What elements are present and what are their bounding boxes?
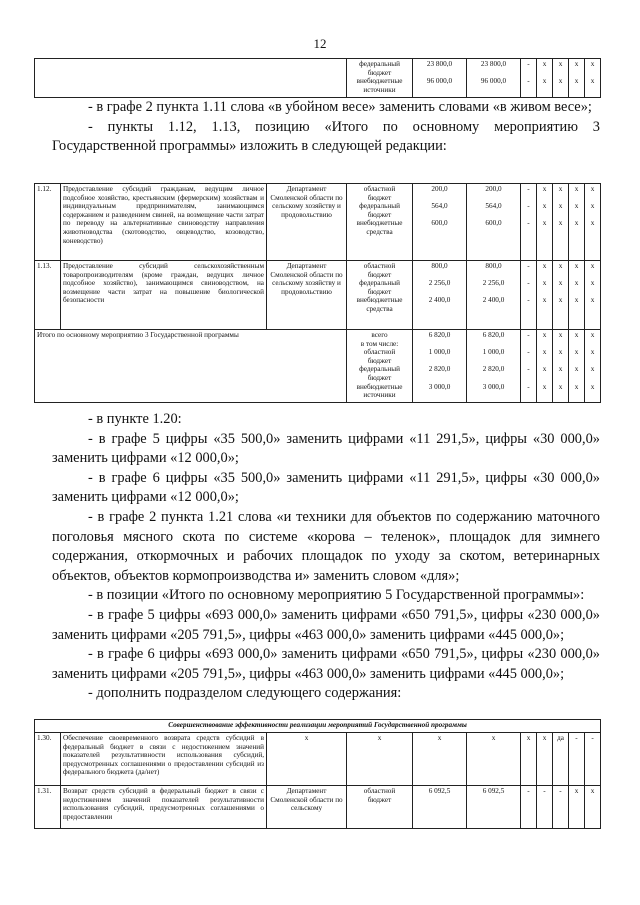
- table-row-heading: [35, 720, 601, 733]
- mark-cell: х: [537, 733, 553, 786]
- value-cell: 800,0 2 256,0 2 400,0: [467, 261, 521, 330]
- value-cell: 800,0 2 256,0 2 400,0: [413, 261, 467, 330]
- row-number: 1.12.: [35, 184, 61, 261]
- executor-cell: х: [267, 733, 347, 786]
- paragraph: - в графе 5 цифры «35 500,0» заменить цифрами «11 291,5», цифры «30 000,0» заменить цифрами «12 000,0»;: [52, 430, 600, 467]
- table-top-fragment: [34, 58, 601, 98]
- mark-cell: х х х: [569, 184, 585, 261]
- mark-cell: -: [537, 786, 553, 829]
- mark-cell: х х: [553, 59, 569, 98]
- paragraph: - пункты 1.12, 1.13, позицию «Итого по основному мероприятию 3 Государственной программы» изложить в следующей редакции:: [52, 118, 600, 155]
- executor-cell: Департамент Смоленской области по сельскому: [267, 786, 347, 829]
- value-cell: 23 800,0 96 000,0: [467, 59, 521, 98]
- value-cell: 200,0 564,0 600,0: [413, 184, 467, 261]
- mark-cell: х х х х: [585, 330, 601, 403]
- mark-cell: х х х х: [537, 330, 553, 403]
- mark-cell: -: [521, 786, 537, 829]
- row-number: 1.31.: [35, 786, 61, 829]
- mark-cell: х х х: [569, 261, 585, 330]
- table-row: [35, 786, 601, 829]
- measure-description: Предоставление субсидий гражданам, ведущим личное подсобное хозяйство, крестьянским (фермерским) хозяйствам и индивидуальным предпринимателям, занимающимся содержанием и разведением свиней, на возмещение части затрат по переводу на альтернативные свиноводству направления животноводства (скотоводство, овцеводство, козоводство, коневодство): [61, 184, 267, 261]
- paragraph: - в графе 6 цифры «693 000,0» заменить цифрами «650 791,5», цифры «230 000,0» заменить цифрами «205 791,5», цифры «463 000,0» заменить цифрами «445 000,0»;: [52, 646, 600, 682]
- mark-cell: -: [569, 733, 585, 786]
- table-row: [35, 59, 601, 98]
- mark-cell: х х: [569, 59, 585, 98]
- mark-cell: х х х: [537, 261, 553, 330]
- measure-description: Возврат средств субсидий в федеральный бюджет в связи с недостижением значений показателей результативности использования субсидий, предусмотренных соглашениями о предоставлении: [61, 786, 267, 829]
- mark-cell: - - -: [521, 261, 537, 330]
- total-label: Итого по основному мероприятию 3 Государственной программы: [35, 330, 347, 403]
- mark-cell: х х х: [553, 184, 569, 261]
- source-cell: федеральный бюджет внебюджетные источники: [347, 59, 413, 98]
- paragraph: - в графе 2 пункта 1.21 слова «и техники для объектов по содержанию маточного поголовья мясного скота по системе «корова – теленок», площадок для зимнего содержания, откормочных и рабочих площадок по уходу за скотом, ветеринарных объектов, объектов кормопроизводства и» заменить словом «для»;: [52, 508, 600, 584]
- mark-cell: х х: [585, 59, 601, 98]
- mark-cell: х х х: [553, 261, 569, 330]
- source-cell: областной бюджет федеральный бюджет внебюджетные средства: [347, 261, 413, 330]
- measure-description: Обеспечение своевременного возврата средств субсидий в федеральный бюджет в связи с недостижением значений показателей результативности использования субсидий, предусмотренных соглашениями о предоставлении субсидий из федерального бюджета (да/нет): [61, 733, 267, 786]
- paragraph: - в графе 6 цифры «35 500,0» заменить цифрами «11 291,5», цифры «30 000,0» заменить цифрами «12 000,0»;: [52, 469, 600, 506]
- table-row-total: [35, 330, 601, 403]
- measure-description: Предоставление субсидий сельскохозяйственным товаропроизводителям (кроме граждан, ведущих личное подсобное хозяйство), занимающимся свиноводством, на возмещение части затрат на повышение биологической безопасности: [61, 261, 267, 330]
- table-new-subsection: [34, 719, 601, 829]
- value-cell: 6 820,0 1 000,0 2 820,0 3 000,0: [413, 330, 467, 403]
- amendment-paragraphs-1: [52, 98, 600, 157]
- source-cell: областной бюджет: [347, 786, 413, 829]
- table-measures-3: [34, 183, 601, 403]
- executor-cell: Департамент Смоленской области по сельскому хозяйству и продовольствию: [267, 261, 347, 330]
- mark-cell: х х: [537, 59, 553, 98]
- amendment-paragraphs-2: [52, 410, 600, 704]
- paragraph: - в графе 2 пункта 1.11 слова «в убойном весе» заменить словами «в живом весе»;: [88, 99, 592, 115]
- mark-cell: х х х х: [569, 330, 585, 403]
- value-cell: х: [467, 733, 521, 786]
- mark-cell: х х х: [585, 184, 601, 261]
- executor-cell: Департамент Смоленской области по сельскому хозяйству и продовольствию: [267, 184, 347, 261]
- value-cell: 6 820,0 1 000,0 2 820,0 3 000,0: [467, 330, 521, 403]
- paragraph: - в графе 5 цифры «693 000,0» заменить цифрами «650 791,5», цифры «230 000,0» заменить цифрами «205 791,5», цифры «463 000,0» заменить цифрами «445 000,0»;: [52, 606, 600, 643]
- paragraph: - в позиции «Итого по основному мероприятию 5 Государственной программы»:: [88, 587, 585, 604]
- paragraph: - в пункте 1.20:: [88, 411, 182, 427]
- row-number: 1.13.: [35, 261, 61, 330]
- value-cell: 23 800,0 96 000,0: [413, 59, 467, 98]
- mark-cell: х: [521, 733, 537, 786]
- mark-cell: х: [569, 786, 585, 829]
- mark-cell: х х х: [585, 261, 601, 330]
- mark-cell: х х х х: [553, 330, 569, 403]
- source-cell: всего в том числе: областной бюджет федеральный бюджет внебюджетные источники: [347, 330, 413, 403]
- mark-cell: х х х: [537, 184, 553, 261]
- empty-cell: [35, 59, 347, 98]
- value-cell: 200,0 564,0 600,0: [467, 184, 521, 261]
- mark-cell: х: [585, 786, 601, 829]
- mark-cell: - - - -: [521, 330, 537, 403]
- source-cell: областной бюджет федеральный бюджет внебюджетные средства: [347, 184, 413, 261]
- table-row: [35, 184, 601, 261]
- mark-cell: -: [553, 786, 569, 829]
- paragraph: - дополнить подразделом следующего содержания:: [88, 685, 402, 702]
- mark-cell: - -: [521, 59, 537, 98]
- value-cell: 6 092,5: [413, 786, 467, 829]
- table-row: [35, 733, 601, 786]
- mark-cell: - - -: [521, 184, 537, 261]
- page-number: 12: [313, 36, 327, 51]
- row-number: 1.30.: [35, 733, 61, 786]
- subsection-heading: Совершенствование эффективности реализации мероприятий Государственной программы: [35, 720, 601, 733]
- mark-cell: да: [553, 733, 569, 786]
- table-row: [35, 261, 601, 330]
- source-cell: х: [347, 733, 413, 786]
- value-cell: х: [413, 733, 467, 786]
- mark-cell: -: [585, 733, 601, 786]
- value-cell: 6 092,5: [467, 786, 521, 829]
